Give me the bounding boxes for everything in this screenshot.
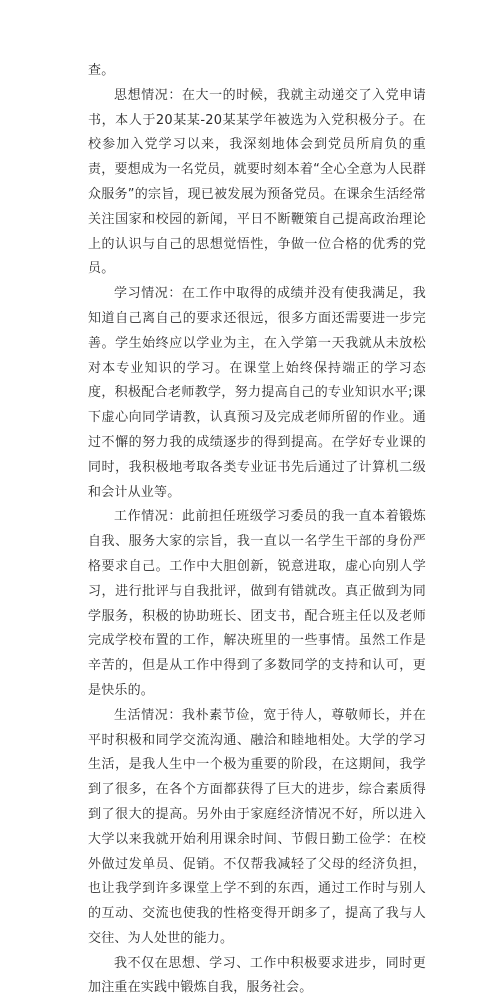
document-body <box>88 59 426 1001</box>
paragraph-conclusion: 我不仅在思想、学习、工作中积极要求进步，同时更加注重在实践中锻炼自我，服务社会。 <box>88 955 426 996</box>
paragraph-work: 工作情况：此前担任班级学习委员的我一直本着锻炼自我、服务大家的宗旨，我一直以一名学生干部的身份严格要求自己。工作中大胆创新，锐意进取，虚心向别人学习，进行批评与自我批评，做到有错就改。真正做到为同学服务，积极的协助班长、团支书，配合班主任以及老师完成学校布置的工作，解决班里的一些事情。虽然工作是辛苦的，但是从工作中得到了多数同学的支持和认可，更是快乐的。 <box>88 509 426 698</box>
paragraph-study: 学习情况：在工作中取得的成绩并没有使我满足，我知道自己离自己的要求还很远，很多方面还需要进一步完善。学生始终应以学业为主，在入学第一天我就从未放松对本专业知识的学习。在课堂上始终保持端正的学习态度，积极配合老师教学，努力提高自己的专业知识水平;课下虚心向同学请教，认真预习及完成老师所留的作业。通过不懈的努力我的成绩逐步的得到提高。在学好专业课的同时，我积极地考取各类专业证书先后通过了计算机二级和会计从业等。 <box>88 286 426 500</box>
paragraph-life: 生活情况：我朴素节俭，宽于待人，尊敬师长，并在平时积极和同学交流沟通、融洽和睦地相处。大学的学习生活，是我人生中一个极为重要的阶段，在这期间，我学到了很多，在各个方面都获得了巨大的进步，综合素质得到了很大的提高。另外由于家庭经济情况不好，所以进入大学以来我就开始利用课余时间、节假日勤工俭学：在校外做过发单员、促销。不仅帮我减轻了父母的经济负担，也让我学到许多课堂上学不到的东西，通过工作时与别人的互动、交流也使我的性格变得开朗多了，提高了我与人交往、为人处世的能力。 <box>88 707 426 946</box>
paragraph-ideology: 思想情况：在大一的时候，我就主动递交了入党申请书，本人于20某某-20某某学年被选为入党积极分子。在校参加入党学习以来，我深刻地体会到党员所肩负的重责，要想成为一名党员，就要时刻本着“全心全意为人民群众服务”的宗旨，现已被发展为预备党员。在课余生活经常关注国家和校园的新闻，平日不断鞭策自己提高政治理论上的认识与自己的思想觉悟性，争做一位合格的优秀的党员。 <box>88 87 426 277</box>
leading-fragment: 查。 <box>88 63 115 78</box>
